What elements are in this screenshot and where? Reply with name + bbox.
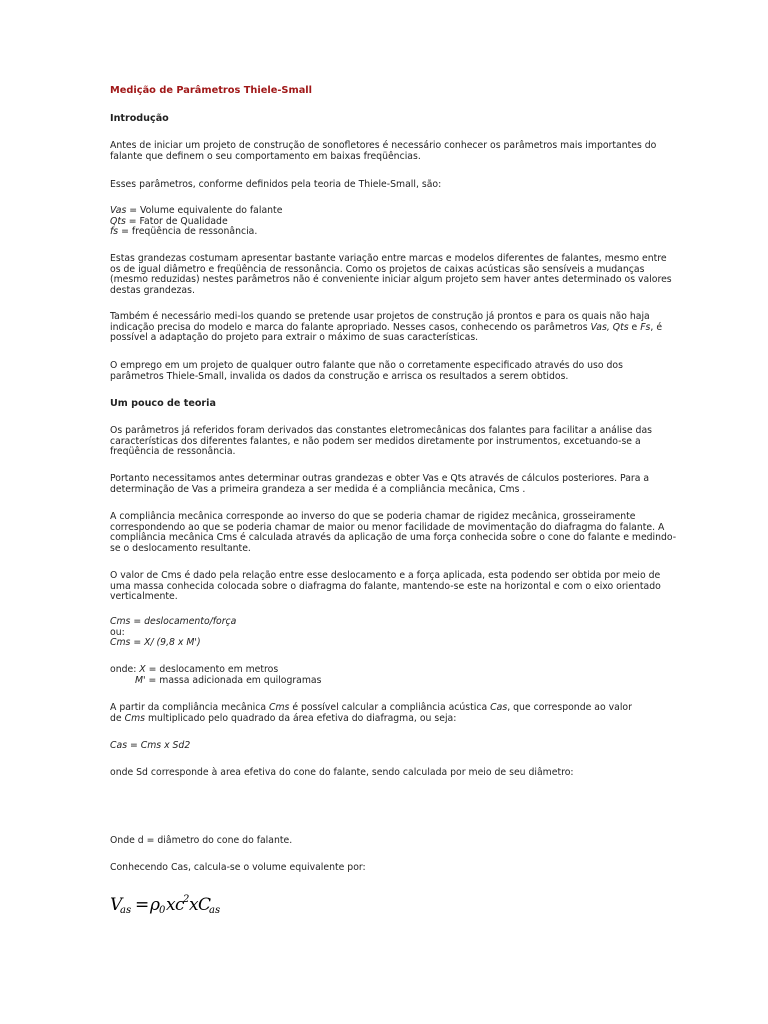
- paragraph-diameter: Onde d = diâmetro do cone do falante.: [110, 835, 293, 846]
- paragraph-intro: [110, 141, 660, 162]
- formula-vas: [110, 888, 250, 922]
- text-line: Antes de iniciar um projeto de construção de sonofletores é necessário conhecer os parâmetros mais importantes do: [110, 140, 657, 151]
- paragraph-theory: [110, 426, 660, 458]
- text-line: onde: X = deslocamento em metros: [110, 664, 279, 675]
- equation-cms: [110, 617, 660, 649]
- text-line: correspondendo ao que se poderia chamar de maior ou menor facilidade de movimentação do diafragma do falante. A: [110, 521, 665, 533]
- heading-teoria: Um pouco de teoria: [110, 398, 216, 409]
- definition-text: = Volume equivalente do falante: [126, 205, 283, 216]
- text-line: Também é necessário medi-los quando se pretende usar projetos de construção já prontos e para os quais não haja: [110, 311, 650, 322]
- text-line: de Cms multiplicado pelo quadrado da área efetiva do diafragma, ou seja:: [110, 712, 457, 724]
- text-line: O emprego em um projeto de qualquer outro falante que não o corretamente especificado através do uso dos: [110, 360, 623, 371]
- paragraph-cas: [110, 703, 660, 724]
- text-line: características dos diferentes falantes, e não podem ser medidos diretamente por instrumentos, excetuando-se a: [110, 435, 641, 447]
- text-line: compliância mecânica Cms é calculada através da aplicação de uma força conhecida sobre o cone do falante e medindo-: [110, 532, 677, 544]
- formula-subscript: 0: [159, 905, 166, 916]
- formula-symbol-x: x: [166, 895, 176, 915]
- text-line: verticalmente.: [110, 591, 178, 603]
- text-line: parâmetros Thiele-Small, invalida os dados da construção e arrisca os resultados a serem obtidos.: [110, 370, 569, 382]
- paragraph-parameters-intro: Esses parâmetros, conforme definidos pela teoria de Thiele-Small, são:: [110, 179, 442, 190]
- definition-text: = Fator de Qualidade: [125, 215, 228, 227]
- definition-fs: [110, 227, 660, 238]
- equation-line: ou:: [110, 626, 125, 638]
- formula-symbol-c: c: [175, 895, 185, 915]
- definitions-list: [110, 206, 660, 238]
- formula-subscript: as: [209, 905, 221, 916]
- paragraph-sd: onde Sd corresponde à area efetiva do cone do falante, sendo calculada por meio de seu diâmetro:: [110, 767, 574, 778]
- text-line: falante que definem o seu comportamento em baixas freqüências.: [110, 150, 421, 162]
- paragraph-cms-value: [110, 571, 660, 603]
- formula-superscript: 2: [183, 894, 190, 905]
- text-line: M' = massa adicionada em quilogramas: [135, 674, 322, 686]
- text-line: Estas grandezas costumam apresentar bastante variação entre marcas e modelos diferentes de falantes, mesmo entre: [110, 253, 667, 264]
- equation-line: Cms = X/ (9,8 x M'): [110, 637, 201, 649]
- text-line: (mesmo reduzidas) nestes parâmetros não é conveniente iniciar algum projeto sem haver antes determinado os valores: [110, 274, 672, 286]
- paragraph-cms-first: [110, 474, 660, 495]
- formula-symbol-cas: C: [198, 895, 212, 915]
- text-line: Portanto necessitamos antes determinar outras grandezas e obter Vas e Qts através de cálculos posteriores. Para a: [110, 473, 650, 484]
- equation-cas: Cas = Cms x Sd2: [110, 740, 191, 751]
- heading-introducao: Introdução: [110, 113, 169, 124]
- text-line: uma massa conhecida colocada sobre o diafragma do falante, mantendo-se este na horizontal e com o eixo orientado: [110, 580, 661, 592]
- paragraph-compliance: [110, 511, 677, 554]
- document-title: Medição de Parâmetros Thiele-Small: [110, 85, 313, 96]
- text-line: freqüência de ressonância.: [110, 446, 236, 458]
- text-line: possível a adaptação do projeto para extrair o máximo de suas características.: [110, 332, 479, 344]
- text-line: destas grandezas.: [110, 284, 195, 296]
- paragraph-warning: [110, 361, 660, 382]
- text-line: determinação de Vas a primeira grandeza a ser medida é a compliância mecânica, Cms .: [110, 483, 526, 495]
- symbol: Qts: [110, 215, 126, 227]
- paragraph-variation: [110, 253, 672, 296]
- text-line: Os parâmetros já referidos foram derivados das constantes eletromecânicas dos falantes para facilitar a análise das: [110, 425, 652, 436]
- symbol: fs: [110, 226, 119, 238]
- variable-definitions: [110, 665, 660, 686]
- formula-subscript: as: [120, 905, 132, 916]
- paragraph-vas-intro: Conhecendo Cas, calcula-se o volume equivalente por:: [110, 862, 366, 873]
- formula-symbol-x: x: [189, 895, 199, 915]
- text-line: indicação precisa do modelo e marca do falante apropriado. Nesses casos, conhecendo os parâmetros Vas, Qts e Fs, é: [110, 321, 663, 333]
- formula-symbol-v: V: [110, 895, 123, 915]
- formula-equals: =: [135, 895, 150, 915]
- paragraph-measurement-need: [110, 311, 663, 344]
- text-line: A partir da compliância mecânica Cms é possível calcular a compliância acústica Cas, que corresponde ao valor: [110, 702, 632, 713]
- definition-text: = freqüência de ressonância.: [118, 226, 258, 238]
- text-line: A compliância mecânica corresponde ao inverso do que se poderia chamar de rigidez mecânica, grosseiramente: [110, 511, 636, 522]
- formula-symbol-rho: ρ: [150, 895, 160, 915]
- text-line: O valor de Cms é dado pela relação entre esse deslocamento e a força aplicada, esta podendo ser obtida por meio de: [110, 570, 661, 581]
- text-line: os de igual diâmetro e freqüência de ressonância. Como os projetos de caixas acústicas são sensíveis a mudanças: [110, 263, 645, 275]
- equation-line: Cms = deslocamento/força: [110, 616, 237, 627]
- symbol: Vas: [110, 205, 127, 216]
- text-line: se o deslocamento resultante.: [110, 542, 251, 554]
